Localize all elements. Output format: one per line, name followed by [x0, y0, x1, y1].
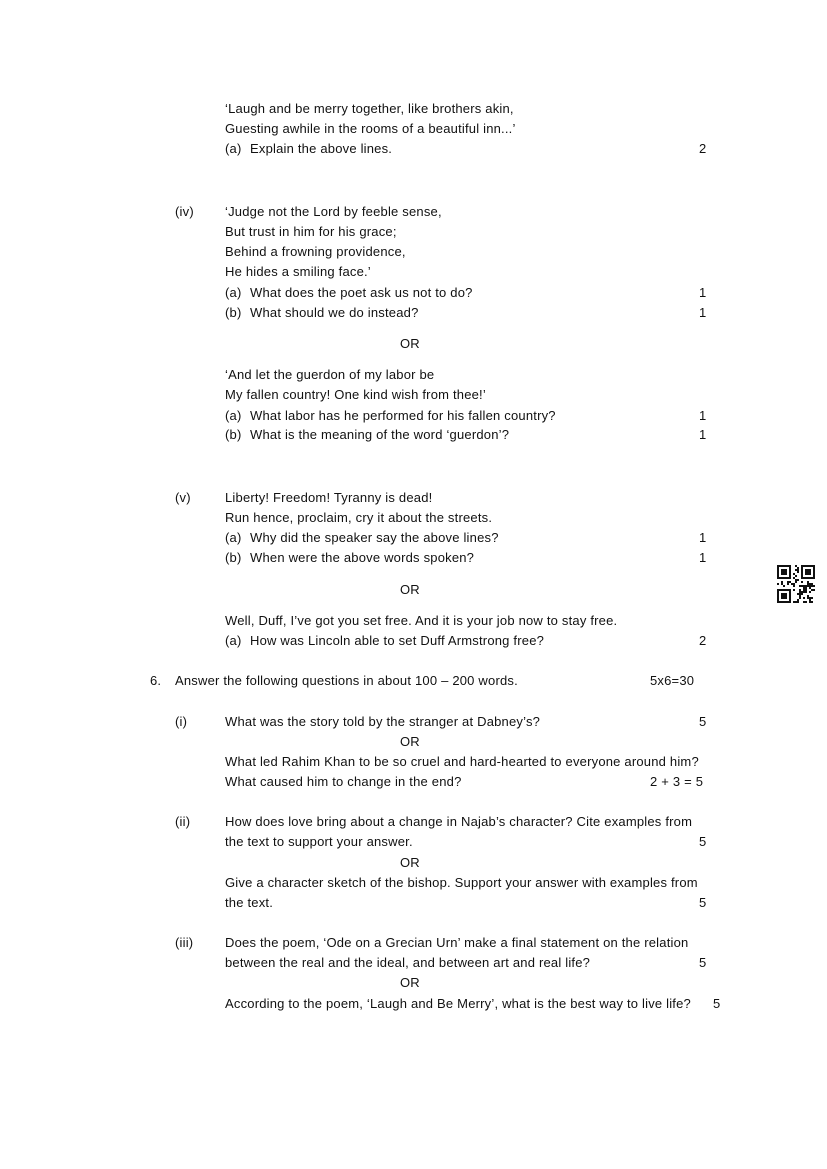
quote-line: My fallen country! One kind wish from thee!’ — [225, 387, 486, 402]
quote-line: Well, Duff, I’ve got you set free. And it is your job now to stay free. — [225, 613, 618, 628]
qr-code-icon — [777, 565, 815, 603]
quote-line: Run hence, proclaim, cry it about the streets. — [225, 510, 493, 525]
question-marks: 2 — [699, 633, 707, 648]
or-divider: OR — [400, 975, 420, 990]
question-text: Give a character sketch of the bishop. Support your answer with examples from — [225, 875, 698, 890]
question-marks: 1 — [699, 427, 707, 442]
question-text: How was Lincoln able to set Duff Armstrong free? — [250, 633, 545, 648]
question-text: Why did the speaker say the above lines? — [250, 530, 499, 545]
question-number: 6. — [150, 673, 162, 688]
question-marks: 5 — [699, 834, 707, 849]
question-marks: 1 — [699, 285, 707, 300]
question-text: How does love bring about a change in Najab’s character? Cite examples from — [225, 814, 693, 829]
item-number: (i) — [175, 714, 188, 729]
question-text: What was the story told by the stranger at Dabney’s? — [225, 714, 541, 729]
quote-line: ‘Laugh and be merry together, like brothers akin, — [225, 101, 514, 116]
question-marks: 1 — [699, 530, 707, 545]
or-divider: OR — [400, 582, 420, 597]
question-marks: 5 — [713, 996, 721, 1011]
or-divider: OR — [400, 855, 420, 870]
question-label: (a) — [225, 530, 242, 545]
question-total-marks: 5x6=30 — [650, 673, 695, 688]
item-number: (v) — [175, 490, 191, 505]
question-text: Explain the above lines. — [250, 141, 393, 156]
question-marks: 2 + 3 = 5 — [650, 774, 704, 789]
question-text: the text to support your answer. — [225, 834, 413, 849]
question-marks: 1 — [699, 550, 707, 565]
question-marks: 5 — [699, 955, 707, 970]
item-number: (iii) — [175, 935, 194, 950]
question-text: According to the poem, ‘Laugh and Be Merry’, what is the best way to live life? — [225, 996, 691, 1011]
question-label: (a) — [225, 633, 242, 648]
question-label: (a) — [225, 141, 242, 156]
question-label: (b) — [225, 305, 242, 320]
question-text: Does the poem, ‘Ode on a Grecian Urn’ make a final statement on the relation — [225, 935, 689, 950]
quote-line: Liberty! Freedom! Tyranny is dead! — [225, 490, 433, 505]
question-marks: 1 — [699, 305, 707, 320]
question-marks: 1 — [699, 408, 707, 423]
quote-line: Guesting awhile in the rooms of a beautiful inn...’ — [225, 121, 516, 136]
quote-line: ‘And let the guerdon of my labor be — [225, 367, 435, 382]
question-text: between the real and the ideal, and between art and real life? — [225, 955, 591, 970]
question-instruction: Answer the following questions in about 100 – 200 words. — [175, 673, 518, 688]
question-label: (b) — [225, 550, 242, 565]
question-marks: 2 — [699, 141, 707, 156]
question-marks: 5 — [699, 714, 707, 729]
question-text: What is the meaning of the word ‘guerdon’? — [250, 427, 510, 442]
question-text: What should we do instead? — [250, 305, 419, 320]
item-number: (iv) — [175, 204, 194, 219]
quote-line: He hides a smiling face.’ — [225, 264, 371, 279]
question-text: What led Rahim Khan to be so cruel and hard-hearted to everyone around him? — [225, 754, 699, 769]
quote-line: Behind a frowning providence, — [225, 244, 406, 259]
or-divider: OR — [400, 336, 420, 351]
question-label: (a) — [225, 285, 242, 300]
quote-line: ‘Judge not the Lord by feeble sense, — [225, 204, 442, 219]
question-text: When were the above words spoken? — [250, 550, 475, 565]
or-divider: OR — [400, 734, 420, 749]
question-marks: 5 — [699, 895, 707, 910]
question-text: What caused him to change in the end? — [225, 774, 462, 789]
question-text: What labor has he performed for his fallen country? — [250, 408, 556, 423]
item-number: (ii) — [175, 814, 191, 829]
question-text: What does the poet ask us not to do? — [250, 285, 473, 300]
quote-line: But trust in him for his grace; — [225, 224, 397, 239]
question-label: (b) — [225, 427, 242, 442]
question-label: (a) — [225, 408, 242, 423]
question-text: the text. — [225, 895, 274, 910]
